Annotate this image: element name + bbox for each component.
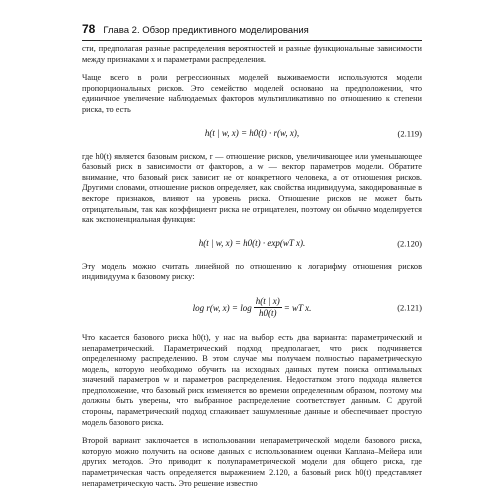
- equation-left: log r(w, x) = log: [192, 302, 252, 313]
- equation-text: h(t | w, x) = h0(t) · r(w, x),: [204, 128, 300, 139]
- equation-2-121: [82, 293, 422, 323]
- chapter-title: Глава 2. Обзор предиктивного моделирования: [103, 25, 309, 36]
- page-number: 78: [82, 22, 96, 36]
- equation-2-120: [82, 236, 422, 252]
- equation-right: = wT x.: [283, 302, 312, 313]
- page-body: [82, 44, 422, 489]
- paragraph-1: сти, предполагая разные распределения вероятностей и разные функциональные зависимости между признаками x и параметрами распределения.: [82, 44, 422, 64]
- equation-2-119: [82, 126, 422, 142]
- running-header: [82, 22, 422, 41]
- paragraph-3: где h0(t) является базовым риском, r — отношение рисков, увеличивающее или уменьшающее базовый риск в зависимости от факторов, а w — вектор параметров модели. Обратите внимание, что базовый риск зависит не от конкретного человека, а от отношения рисков. Другими словами, отношение рисков определяет, как свойства индивидуума, закодированные в векторе признаков, влияют на уровень риска. Отношение рисков не может быть отрицательным, так как коэффициент риска не отрицателен, поэтому он обычно моделируется как экспоненциальная функция:: [82, 151, 422, 225]
- equation-number: (2.121): [397, 302, 422, 313]
- equation-text: h(t | w, x) = h0(t) · exp(wT x).: [198, 238, 306, 249]
- equation-number: (2.119): [397, 128, 422, 139]
- equation-body: [193, 296, 312, 319]
- fraction-numerator: h(t | x): [255, 296, 280, 307]
- equation-number: (2.120): [397, 238, 422, 249]
- fraction-denominator: h0(t): [258, 308, 277, 319]
- paragraph-4: Эту модель можно считать линейной по отношению к логарифму отношения рисков индивидуума к базовому риску:: [82, 261, 422, 282]
- paragraph-5: Что касается базового риска h0(t), у нас на выбор есть два варианта: параметрический и непараметрический. Параметрический подход предполагает, что риск подчиняется определенному распределению. В этом случае мы получаем полностью параметрическую модель, которую необходимо обучить на исходных данных путем поиска оптимальных значений параметров w и параметров распределения. Недостатком этого подхода является предположение, что базовый риск изменяется во времени определенным образом, поэтому мы должны быть уверены, что выбранное распределение соответствует данным. С другой стороны, параметрический подход сглаживает зашумленные данные и обеспечивает простую модель базового риска.: [82, 332, 422, 427]
- paragraph-6: Второй вариант заключается в использовании непараметрической модели базового риска, которую можно получить на основе данных с использованием оценки Каплана–Мейера или других методов. Это приводит к полупараметрической модели для общего риска, где параметрическая часть определяется выражением 2.120, а базовый риск h0(t) представляет непараметрическую часть. Это решение известно: [82, 436, 422, 488]
- equation-fraction: [254, 296, 282, 319]
- paragraph-2: Чаще всего в роли регрессионных моделей выживаемости используются модели пропорциональных рисков. Это семейство моделей основано на предположении, что единичное увеличение наблюдаемых факторов мультипликативно по отношению к степени риска, то есть: [82, 73, 422, 114]
